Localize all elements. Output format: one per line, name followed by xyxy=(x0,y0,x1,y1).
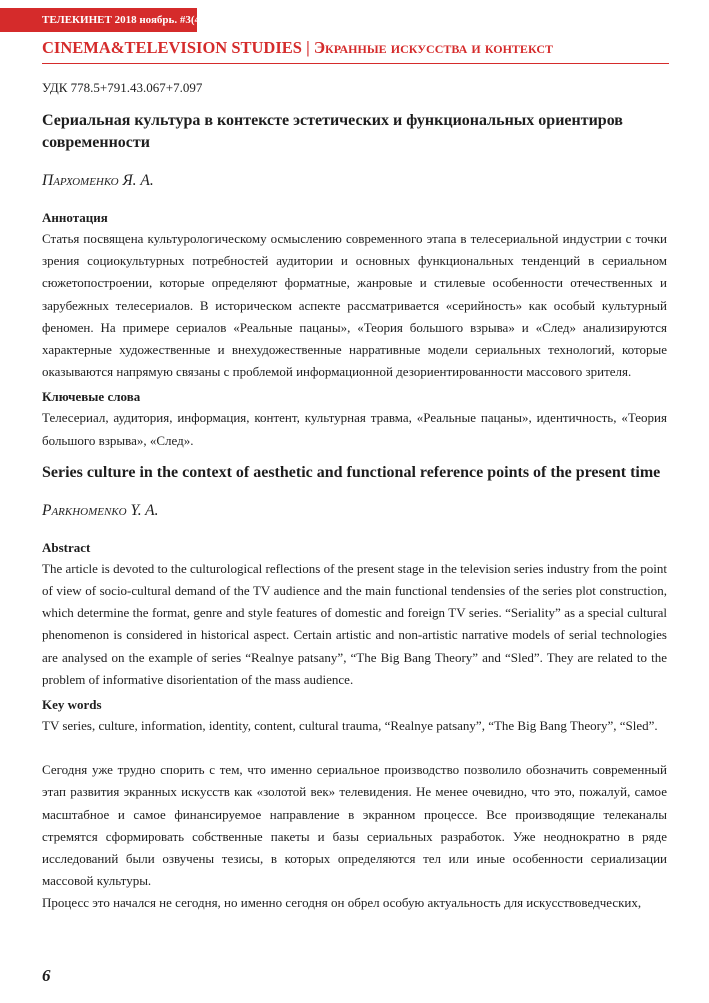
author-en xyxy=(42,502,667,520)
keywords-label-en: Key words xyxy=(42,697,102,713)
author-ru xyxy=(42,172,667,190)
udk-code: УДК 778.5+791.43.067+7.097 xyxy=(42,80,203,95)
author-en-surname: Parkhomenko xyxy=(42,501,127,519)
section-title-en: CINEMA&TELEVISION STUDIES | xyxy=(42,38,310,57)
keywords-en: TV series, culture, information, identity, content, cultural trauma, “Realnye patsany”, “The Big Bang Theory”, “Sled”. xyxy=(42,718,658,734)
keywords-label-ru: Ключевые слова xyxy=(42,389,141,405)
abstract-text: The article is devoted to the culturological reflections of the present stage in the television series industry from the point of view of socio-cultural demand of the TV audience and the main functional tendensies of the series plot construction, which determine the format, genre and style features of domestic and foreign TV series. “Seriality” as a special cultural phenomenon is considered in historical aspect. Certain artistic and non-artistic narrative models of serial technologies are analysed on the example of series “Realnye patsany”, “The Big Bang Theory” and “Sled”. They are related to the problem of informative disorientation of the mass audience. xyxy=(42,560,667,687)
article-title-en: Series culture in the context of aesthetic and functional reference points of the present time xyxy=(42,463,661,481)
body-paragraph-1: Сегодня уже трудно спорить с тем, что именно сериальное производство позволило обозначить современный этап развития экранных искусств как «золотой век» телевидения. Не менее очевидно, что это, пожалуй, самое масштабное и самое финансируемое направление в экранном процессе. Все производящие телеканалы стремятся сформировать собственные пакеты и базы сериальных разработок. Уже неоднократно в ряде исследований были озвучены тезисы, в которых определяются тел или иные особенности сериализации массовой культуры. xyxy=(42,762,667,889)
author-ru-initials: Я. А. xyxy=(122,172,154,189)
author-ru-surname: Пархоменко xyxy=(42,172,119,189)
page-number: 6 xyxy=(42,966,51,985)
header-divider xyxy=(42,63,669,64)
abstract-label: Abstract xyxy=(42,539,91,555)
article-body xyxy=(42,80,667,915)
article-title-ru: Сериальная культура в контексте эстетических и функциональных ориентиров современности xyxy=(42,112,623,151)
annotation-text: Статья посвящена культурологическому осмыслению современного этапа в телесериальной индустрии с точки зрения социокультурных потребностей аудитории и основных функциональных тенденций в сериальном сюжетопостроении, которые определяют форматные, жанровые и стилевые особенности отечественных и зарубежных телесериалов. В историческом аспекте рассматривается «серийность» как особый культурный феномен. На примере сериалов «Реальные пацаны», «Теория большого взрыва» и «След» анализируются характерные художественные и внехудожественные нарративные модели сериальных технологий, которые оказываются напрямую связаны с проблемой информационной дезориентированности массового зрителя. xyxy=(42,231,667,380)
section-title-ru: Экранные искусства и контекст xyxy=(313,38,554,57)
annotation-label: Аннотация xyxy=(42,210,108,225)
author-en-initials: Y. A. xyxy=(130,501,159,519)
journal-issue-tag: ТЕЛЕКИНЕТ 2018 ноябрь. #3(4) xyxy=(0,8,197,32)
keywords-ru: Телесериал, аудитория, информация, контент, культурная травма, «Реальные пацаны», идентичность, «Теория большого взрыва», «След». xyxy=(42,410,667,448)
section-title xyxy=(42,38,669,58)
body-paragraph-2: Процесс это начался не сегодня, но именно сегодня он обрел особую актуальность для искусствоведческих, xyxy=(42,895,642,911)
